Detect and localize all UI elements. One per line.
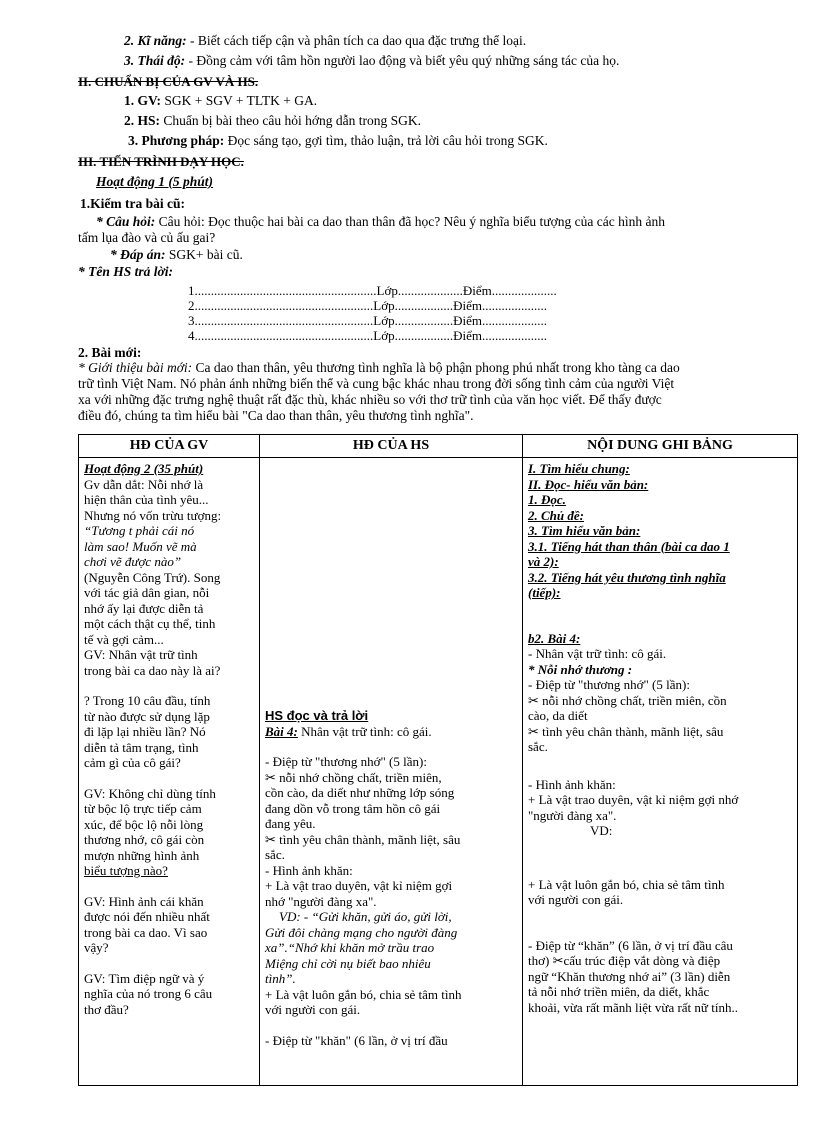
content-line: ✂ nỗi nhớ chồng chất, triền miên, cồn — [528, 692, 727, 708]
content-line: + Là vật luôn gắn bó, chia sẻ tâm tình — [528, 876, 725, 892]
gv-q4-line: thơ đầu? — [84, 1001, 129, 1017]
hs-column — [260, 458, 523, 1086]
attitude-label: 3. Thái độ: — [124, 53, 186, 68]
hs-line: + Là vật trao duyên, vật kỉ niệm gợi — [265, 878, 453, 893]
content-heading: 2. Chủ đề: — [528, 507, 584, 523]
hs-line: ✂ tình yêu chân thành, mãnh liệt, sâu — [265, 831, 461, 847]
gv-quote-line: làm sao! Muốn vẽ mà — [84, 538, 197, 554]
content-heading: II. Đọc- hiểu văn bản: — [528, 476, 649, 492]
content-line: "người đàng xa". — [528, 807, 617, 823]
gv-q2-line: biểu tượng nào? — [84, 863, 168, 878]
hs-line: nhớ "người đàng xa". — [265, 893, 377, 909]
header-content: NỘI DUNG GHI BẢNG — [523, 435, 798, 458]
gv-column — [79, 458, 260, 1086]
content-line: khoải, vừa rất mãnh liệt vừa rất nữ tính.. — [528, 999, 738, 1015]
intro-text: Ca dao than thân, yêu thương tình nghĩa là bộ phận phong phú nhất trong kho tàng ca dao — [195, 360, 680, 375]
hs-bai4-text: Nhân vật trữ tình: cô gái. — [301, 723, 432, 739]
prep-hs-line — [124, 113, 421, 129]
content-line: - Điệp từ "thương nhớ" (5 lần): — [528, 677, 690, 692]
gv-quote-line: “Tương t phải cái nó — [84, 523, 195, 538]
hs-bai4-label: Bài 4: — [265, 723, 298, 739]
gv-line: một cách thật cụ thể, tinh — [84, 616, 216, 631]
content-line: với người con gái. — [528, 892, 624, 907]
content-line: - Nhân vật trữ tình: cô gái. — [528, 646, 667, 661]
content-line: * Nỗi nhớ thương : — [528, 661, 633, 677]
content-line: + Là vật trao duyên, vật kỉ niệm gợi nhớ — [528, 792, 739, 807]
student-row: 3.......................................................Lớp..................Điểm.................... — [188, 313, 547, 328]
intro-line: điều đó, chúng ta tìm hiểu bài "Ca dao than thân, yêu thương tình nghĩa". — [78, 408, 474, 423]
attitude-line — [124, 53, 619, 69]
hs-line: - Điệp từ "thương nhớ" (5 lần): — [265, 754, 427, 769]
gv-q2-line: GV: Không chỉ dùng tính — [84, 785, 216, 801]
content-heading: 3.1. Tiếng hát than thân (bài ca dao 1 — [528, 538, 730, 554]
hs-example-line: Miệng chỉ cời nụ biết bao nhiêu — [265, 955, 431, 971]
gv-q1-line: từ nào được sử dụng lặp — [84, 708, 210, 724]
skill-line — [124, 33, 526, 49]
hs-line: cồn cào, da diết như những lớp sóng — [265, 785, 455, 800]
header-hs: HĐ CỦA HS — [260, 435, 523, 458]
skill-label: 2. Kĩ năng: — [124, 33, 187, 48]
content-heading: 3.2. Tiếng hát yêu thương tình nghĩa — [528, 569, 726, 585]
intro-line-1 — [78, 360, 680, 376]
gv-line: nhớ ấy lại được diễn tả — [84, 600, 204, 616]
gv-line: tế và gợi cảm... — [84, 631, 164, 647]
content-column — [523, 458, 798, 1086]
gv-q1-line: cảm gì của cô gái? — [84, 755, 181, 770]
prep-method-text: Đọc sáng tạo, gợi tìm, thảo luận, trả lời câu hỏi trong SGK. — [227, 133, 548, 148]
hs-line: đang dồn vỗ trong tâm hồn cô gái — [265, 800, 441, 816]
prep-hs-label: 2. HS: — [124, 113, 161, 128]
gv-line: Gv dẫn dắt: Nỗi nhớ là — [84, 476, 204, 492]
gv-q3-line: trong bài ca dao. Vì sao — [84, 924, 208, 940]
lesson-table — [78, 434, 798, 1086]
content-line: tả nỗi nhớ triền miên, da diết, khắc — [528, 984, 710, 999]
hs-example-line: VD: - “Gửi khăn, gửi áo, gửi lời, — [279, 909, 452, 924]
content-heading: I. Tìm hiểu chung: — [528, 461, 630, 476]
prep-gv-label: 1. GV: — [124, 93, 162, 108]
content-line: - Hình ảnh khăn: — [528, 776, 616, 792]
hs-bai4-line — [265, 724, 517, 740]
student-row: 4.......................................................Lớp..................Điểm.................... — [188, 328, 547, 343]
students-label: * Tên HS trả lời: — [78, 264, 174, 279]
content-line: ngữ “Khăn thương nhớ ai” (3 lần) diễn — [528, 968, 731, 984]
hs-line: - Điệp từ "khăn" (6 lần, ở vị trí đầu — [265, 1032, 448, 1048]
answer-line — [110, 247, 243, 263]
hs-example-line: tình”. — [265, 971, 296, 986]
gv-q4-line: GV: Tìm điệp ngữ và ý — [84, 970, 205, 986]
gv-q3-line: GV: Hình ảnh cái khăn — [84, 893, 204, 909]
prep-method-line — [128, 133, 548, 149]
question-text: Câu hỏi: Đọc thuộc hai bài ca dao than thân đã học? Nêu ý nghĩa biểu tượng của các hình ảnh — [158, 214, 665, 229]
content-b2-title: b2. Bài 4: — [528, 630, 581, 646]
gv-q2-line: xúc, để bộc lộ nỗi lòng — [84, 816, 204, 832]
content-heading: và 2): — [528, 554, 559, 569]
hs-line: - Hình ảnh khăn: — [265, 862, 353, 878]
hs-line: đang yêu. — [265, 816, 316, 831]
check-title: 1.Kiểm tra bài cũ: — [80, 196, 185, 211]
gv-q1-line: diễn tả tâm trạng, tình — [84, 739, 199, 755]
question-label: * Câu hỏi: — [96, 214, 156, 229]
gv-line: (Nguyễn Công Trứ). Song — [84, 569, 221, 585]
content-line: VD: — [590, 823, 613, 838]
intro-label: * Giới thiệu bài mới: — [78, 360, 193, 375]
gv-line: hiện thân của tình yêu... — [84, 492, 209, 507]
hs-title: HS đọc và trả lời — [265, 708, 369, 723]
gv-q1-line: đi lặp lại nhiều lần? Nó — [84, 724, 206, 739]
hs-line: với người con gái. — [265, 1002, 361, 1017]
gv-line: với tác giả dân gian, nỗi — [84, 585, 210, 600]
content-heading: 1. Đọc. — [528, 492, 566, 507]
question-line — [96, 214, 665, 230]
gv-q4-line: nghĩa của nó trong 6 câu — [84, 986, 213, 1001]
gv-q2-line: mượn những hình ảnh — [84, 847, 200, 863]
gv-q3-line: vậy? — [84, 940, 109, 955]
intro-line: xa với những đặc trưng nghệ thuật rất đặc thù, khác nhiều so với thơ trữ tình của văn học viết. Để thấy được — [78, 392, 662, 407]
content-line: thơ) ✂cấu trúc điệp vắt dòng và điệp — [528, 953, 721, 968]
skill-text: - Biết cách tiếp cận và phân tích ca dao qua đặc trưng thể loại. — [190, 33, 527, 48]
gv-quote-line: chơi vẽ được nào” — [84, 554, 182, 569]
header-gv: HĐ CỦA GV — [79, 435, 260, 458]
content-heading: (tiếp): — [528, 585, 561, 600]
content-line: ✂ tình yêu chân thành, mãnh liệt, sâu — [528, 723, 724, 739]
gv-line: Nhưng nó vốn trừu tượng: — [84, 507, 222, 523]
gv-q1-line: ? Trong 10 câu đầu, tính — [84, 693, 211, 708]
gv-line: trong bài ca dao này là ai? — [84, 662, 221, 678]
answer-text: SGK+ bài cũ. — [168, 247, 243, 262]
prep-gv-line — [124, 93, 317, 109]
activity1-title: Hoạt động 1 (5 phút) — [96, 174, 214, 189]
attitude-text: - Đồng cảm với tâm hồn người lao động và biết yêu quý những sáng tác của họ. — [188, 53, 620, 68]
prep-title: II. CHUẨN BỊ CỦA GV VÀ HS. — [78, 74, 259, 89]
intro-line: trữ tình Việt Nam. Nó phản ánh những biến thể và cung bậc khác nhau trong đời sống tình cảm của người Việt — [78, 376, 675, 391]
content-line: - Điệp từ “khăn” (6 lần, ở vị trí đầu câu — [528, 937, 733, 953]
gv-q3-line: được nói đến nhiều nhất — [84, 909, 210, 924]
hs-example-line: Gửi đôi chàng mạng cho người đàng — [265, 924, 458, 940]
prep-method-label: 3. Phương pháp: — [128, 133, 225, 148]
content-heading: 3. Tìm hiểu văn bản: — [528, 523, 641, 538]
hs-line: + Là vật luôn gắn bó, chia sẻ tâm tình — [265, 986, 462, 1002]
student-row: 1........................................................Lớp....................Điểm.................... — [188, 283, 557, 298]
gv-q2-line: từ bộc lộ trực tiếp cảm — [84, 801, 202, 816]
hs-line: ✂ nỗi nhớ chồng chất, triền miên, — [265, 769, 442, 785]
gv-line: GV: Nhân vật trữ tình — [84, 647, 198, 662]
gv-q2-line: thương nhớ, cô gái còn — [84, 832, 205, 847]
prep-gv-text: SGK + SGV + TLTK + GA. — [164, 93, 318, 108]
prep-hs-text: Chuẩn bị bài theo câu hỏi hớng dẫn trong SGK. — [163, 113, 421, 128]
process-title: III. TIẾN TRÌNH DẠY HỌC. — [78, 154, 244, 169]
content-line: sắc. — [528, 739, 548, 754]
content-line: cào, da diết — [528, 708, 588, 723]
new-lesson-title: 2. Bài mới: — [78, 345, 142, 360]
activity2-title: Hoạt động 2 (35 phút) — [84, 461, 204, 476]
question-text2: tấm lụa đào và củ ấu gai? — [78, 230, 216, 245]
hs-example-line: xa”.“Nhớ khi khăn mở trầu trao — [265, 940, 435, 955]
hs-line: sắc. — [265, 847, 285, 862]
student-row: 2.......................................................Lớp..................Điểm.................... — [188, 298, 547, 313]
answer-label: * Đáp án: — [110, 247, 166, 262]
